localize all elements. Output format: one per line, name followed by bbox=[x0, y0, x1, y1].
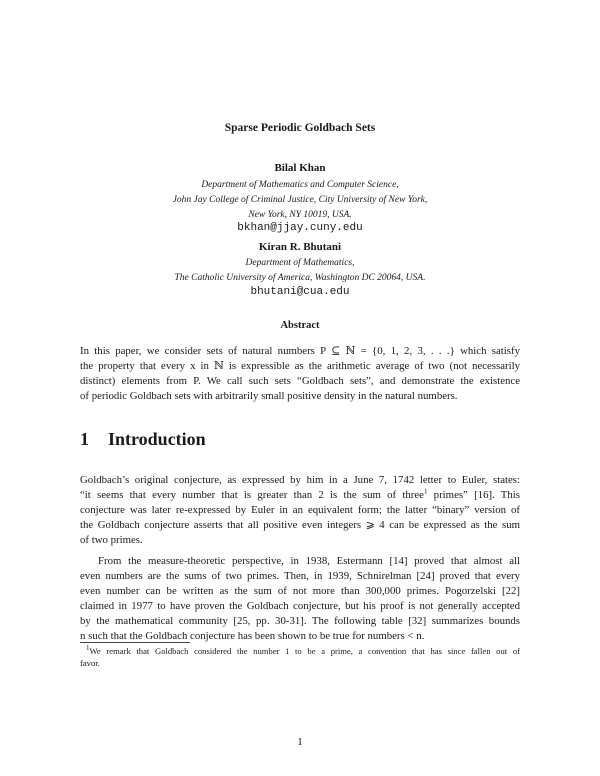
paragraph-line: the Goldbach conjecture asserts that all positive even integers ⩾ 4 can be expressed as the sum bbox=[80, 519, 520, 531]
author-affiliation-1 bbox=[0, 178, 600, 223]
abstract-body bbox=[80, 344, 520, 404]
footnote-text: We remark that Goldbach considered the number 1 to be a prime, a convention that has since fallen out of bbox=[89, 646, 520, 656]
footnote-line bbox=[80, 645, 520, 657]
affiliation-line: Department of Mathematics, bbox=[245, 258, 355, 268]
page-number: 1 bbox=[297, 736, 303, 748]
abstract-line: distinct) elements from P. We call such sets “Goldbach sets”, and demonstrate the existence bbox=[80, 375, 520, 387]
footnote-marker[interactable]: 1 bbox=[423, 487, 428, 496]
paragraph-line: of two primes. bbox=[80, 534, 143, 546]
abstract-line: In this paper, we consider sets of natural numbers P ⊆ ℕ = {0, 1, 2, 3, . . .} which satisfy bbox=[80, 345, 520, 357]
paragraph-line-text: “it seems that every number that is greater than 2 is the sum of three bbox=[80, 489, 424, 501]
section-number: 1 bbox=[80, 429, 89, 449]
author-email-1[interactable]: bkhan@jjay.cuny.edu bbox=[237, 222, 363, 234]
footnote-line: favor. bbox=[80, 658, 100, 668]
author-name-1: Bilal Khan bbox=[274, 162, 326, 174]
abstract-line: of periodic Goldbach sets with arbitrarily small positive density in the natural numbers. bbox=[80, 390, 458, 402]
paragraph-line: conjecture was later re-expressed by Euler in an equivalent form; the latter “binary” version of bbox=[80, 504, 520, 516]
paper-title: Sparse Periodic Goldbach Sets bbox=[224, 122, 376, 134]
footnote-number: 1 bbox=[86, 644, 90, 653]
paragraph-line: Goldbach’s original conjecture, as expressed by him in a June 7, 1742 letter to Euler, states: bbox=[80, 474, 520, 486]
footnote-divider bbox=[80, 642, 190, 643]
author-affiliation-2 bbox=[0, 256, 600, 286]
paragraph-line: by the mathematical community [25, pp. 30-31]. The following table [32] summarizes bounds bbox=[80, 615, 520, 627]
affiliation-line: The Catholic University of America, Washington DC 20064, USA. bbox=[174, 273, 426, 283]
author-name-2: Kiran R. Bhutani bbox=[258, 241, 342, 253]
abstract-line: the property that every x in ℕ is expressible as the arithmetic average of two (not necessarily bbox=[80, 360, 520, 372]
affiliation-line: Department of Mathematics and Computer Science, bbox=[201, 180, 399, 190]
section-heading bbox=[80, 429, 206, 450]
paragraph-line bbox=[80, 488, 520, 503]
paragraph-line: even number can be written as the sum of not more than 300,000 primes. Pogorzelski [22] bbox=[80, 585, 520, 597]
paragraph-line-text: primes” [16]. This bbox=[427, 489, 521, 501]
section-title: Introduction bbox=[108, 429, 206, 449]
paragraph-line: n such that the Goldbach conjecture has been shown to be true for numbers < n. bbox=[80, 630, 425, 642]
affiliation-line: New York, NY 10019, USA. bbox=[248, 210, 352, 220]
paragraph-line: From the measure-theoretic perspective, in 1938, Estermann [14] proved that almost all bbox=[98, 555, 520, 567]
abstract-heading: Abstract bbox=[280, 320, 320, 331]
intro-paragraph-1 bbox=[80, 473, 520, 548]
paragraph-line: even numbers are the sums of two primes. Then, in 1939, Schnirelman [24] proved that every bbox=[80, 570, 520, 582]
affiliation-line: John Jay College of Criminal Justice, City University of New York, bbox=[172, 195, 428, 205]
intro-paragraph-2 bbox=[80, 554, 520, 644]
footnote bbox=[80, 645, 520, 669]
author-email-2[interactable]: bhutani@cua.edu bbox=[250, 286, 350, 298]
paragraph-line: claimed in 1977 to have proven the Goldbach conjecture, but his proof is not generally accepted bbox=[80, 600, 520, 612]
